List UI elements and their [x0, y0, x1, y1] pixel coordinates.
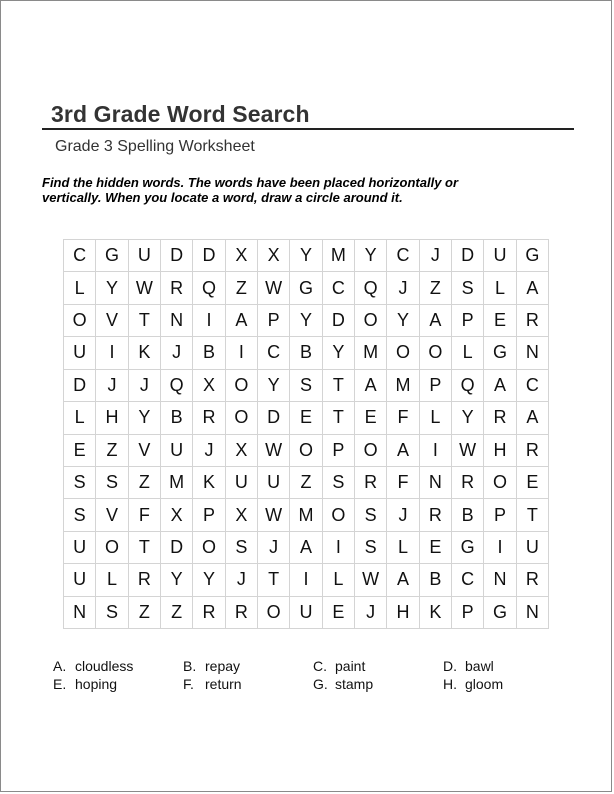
grid-cell: F: [387, 402, 419, 434]
grid-cell: J: [387, 272, 419, 304]
grid-cell: M: [161, 467, 193, 499]
grid-cell: O: [226, 402, 258, 434]
grid-cell: J: [258, 532, 290, 564]
grid-cell: L: [484, 272, 516, 304]
grid-cell: S: [96, 467, 128, 499]
grid-cell: Q: [193, 272, 225, 304]
grid-cell: Y: [290, 305, 322, 337]
word-list-item: [313, 676, 443, 694]
grid-cell: A: [420, 305, 452, 337]
word-list-word: paint: [335, 658, 366, 674]
grid-cell: R: [452, 467, 484, 499]
grid-cell: S: [355, 532, 387, 564]
grid-cell: G: [96, 240, 128, 272]
word-list-item: [443, 676, 573, 694]
grid-cell: W: [258, 435, 290, 467]
grid-cell: S: [226, 532, 258, 564]
grid-cell: P: [258, 305, 290, 337]
grid-cell: W: [258, 499, 290, 531]
word-list-letter: B.: [183, 658, 197, 674]
grid-cell: H: [96, 402, 128, 434]
grid-cell: T: [129, 532, 161, 564]
grid-cell: Z: [161, 597, 193, 629]
grid-cell: G: [484, 597, 516, 629]
grid-cell: A: [517, 272, 549, 304]
grid-cell: A: [355, 370, 387, 402]
grid-cell: Z: [129, 597, 161, 629]
grid-cell: S: [290, 370, 322, 402]
grid-cell: E: [355, 402, 387, 434]
grid-cell: M: [290, 499, 322, 531]
grid-cell: D: [161, 532, 193, 564]
grid-cell: Z: [226, 272, 258, 304]
grid-cell: A: [484, 370, 516, 402]
title-underline: [42, 128, 574, 130]
word-list-item: [53, 658, 183, 676]
grid-cell: X: [226, 240, 258, 272]
grid-cell: S: [355, 499, 387, 531]
word-list-word: return: [205, 676, 242, 692]
grid-cell: S: [452, 272, 484, 304]
grid-cell: V: [129, 435, 161, 467]
grid-cell: C: [258, 337, 290, 369]
grid-cell: I: [323, 532, 355, 564]
word-list-word: cloudless: [75, 658, 134, 674]
grid-cell: A: [226, 305, 258, 337]
grid-cell: O: [420, 337, 452, 369]
grid-cell: Q: [161, 370, 193, 402]
grid-cell: O: [355, 305, 387, 337]
grid-cell: S: [96, 597, 128, 629]
grid-cell: X: [161, 499, 193, 531]
word-list-word: hoping: [75, 676, 118, 692]
grid-cell: D: [258, 402, 290, 434]
grid-cell: A: [517, 402, 549, 434]
grid-cell: L: [452, 337, 484, 369]
grid-cell: B: [420, 564, 452, 596]
grid-cell: G: [452, 532, 484, 564]
grid-cell: D: [323, 305, 355, 337]
word-list: [53, 658, 573, 694]
grid-cell: T: [517, 499, 549, 531]
grid-cell: P: [420, 370, 452, 402]
grid-cell: Z: [129, 467, 161, 499]
grid-cell: U: [64, 532, 96, 564]
grid-cell: N: [161, 305, 193, 337]
grid-cell: D: [452, 240, 484, 272]
grid-cell: J: [387, 499, 419, 531]
grid-cell: I: [290, 564, 322, 596]
grid-cell: E: [420, 532, 452, 564]
grid-cell: G: [517, 240, 549, 272]
grid-cell: O: [290, 435, 322, 467]
grid-cell: B: [161, 402, 193, 434]
word-list-word: bawl: [465, 658, 494, 674]
grid-cell: N: [420, 467, 452, 499]
grid-cell: L: [64, 272, 96, 304]
grid-cell: D: [193, 240, 225, 272]
grid-cell: J: [161, 337, 193, 369]
grid-cell: K: [129, 337, 161, 369]
grid-cell: O: [323, 499, 355, 531]
grid-cell: S: [64, 499, 96, 531]
grid-cell: O: [258, 597, 290, 629]
grid-cell: J: [226, 564, 258, 596]
word-list-word: gloom: [465, 676, 504, 692]
grid-cell: F: [387, 467, 419, 499]
grid-cell: K: [420, 597, 452, 629]
word-list-letter: F.: [183, 676, 194, 692]
grid-cell: X: [226, 499, 258, 531]
grid-cell: I: [420, 435, 452, 467]
word-list-item: [183, 676, 313, 694]
grid-cell: D: [64, 370, 96, 402]
instructions-text: Find the hidden words. The words have been placed horizontally or vertically. When you locate a word, draw a circle around it.: [42, 175, 459, 205]
grid-cell: C: [323, 272, 355, 304]
grid-cell: E: [64, 435, 96, 467]
grid-cell: I: [193, 305, 225, 337]
grid-cell: P: [193, 499, 225, 531]
grid-cell: R: [355, 467, 387, 499]
grid-cell: L: [96, 564, 128, 596]
grid-cell: G: [290, 272, 322, 304]
grid-cell: J: [193, 435, 225, 467]
grid-cell: W: [258, 272, 290, 304]
grid-cell: R: [517, 564, 549, 596]
grid-cell: A: [387, 564, 419, 596]
grid-cell: N: [484, 564, 516, 596]
grid-cell: E: [323, 597, 355, 629]
grid-cell: S: [64, 467, 96, 499]
grid-cell: O: [226, 370, 258, 402]
grid-cell: J: [96, 370, 128, 402]
grid-cell: D: [161, 240, 193, 272]
word-list-word: repay: [205, 658, 241, 674]
grid-cell: X: [226, 435, 258, 467]
grid-cell: C: [64, 240, 96, 272]
grid-cell: U: [161, 435, 193, 467]
grid-cell: W: [452, 435, 484, 467]
grid-cell: B: [452, 499, 484, 531]
grid-cell: L: [387, 532, 419, 564]
word-list-item: [183, 658, 313, 676]
grid-cell: R: [226, 597, 258, 629]
grid-cell: R: [517, 305, 549, 337]
grid-cell: U: [129, 240, 161, 272]
grid-cell: U: [64, 564, 96, 596]
grid-cell: R: [484, 402, 516, 434]
grid-cell: A: [290, 532, 322, 564]
grid-cell: F: [129, 499, 161, 531]
grid-cell: A: [387, 435, 419, 467]
word-list-letter: E.: [53, 676, 67, 692]
grid-cell: Y: [355, 240, 387, 272]
word-list-letter: H.: [443, 676, 457, 692]
grid-cell: O: [387, 337, 419, 369]
word-list-item: [313, 658, 443, 676]
grid-cell: O: [355, 435, 387, 467]
grid-cell: T: [323, 402, 355, 434]
grid-cell: J: [420, 240, 452, 272]
grid-cell: E: [484, 305, 516, 337]
grid-cell: U: [517, 532, 549, 564]
grid-cell: Y: [258, 370, 290, 402]
word-list-letter: G.: [313, 676, 328, 692]
grid-cell: E: [290, 402, 322, 434]
word-list-item: [443, 658, 573, 676]
grid-cell: P: [484, 499, 516, 531]
grid-cell: P: [323, 435, 355, 467]
grid-cell: M: [355, 337, 387, 369]
grid-cell: Z: [290, 467, 322, 499]
grid-cell: C: [387, 240, 419, 272]
grid-cell: J: [129, 370, 161, 402]
grid-cell: Z: [420, 272, 452, 304]
grid-cell: I: [226, 337, 258, 369]
grid-cell: B: [290, 337, 322, 369]
grid-cell: K: [193, 467, 225, 499]
grid-cell: X: [258, 240, 290, 272]
grid-cell: H: [387, 597, 419, 629]
grid-cell: E: [517, 467, 549, 499]
grid-cell: I: [96, 337, 128, 369]
grid-cell: V: [96, 305, 128, 337]
grid-cell: N: [517, 597, 549, 629]
grid-cell: P: [452, 597, 484, 629]
grid-cell: R: [161, 272, 193, 304]
grid-cell: Q: [452, 370, 484, 402]
word-list-item: [53, 676, 183, 694]
grid-cell: R: [420, 499, 452, 531]
grid-cell: R: [193, 402, 225, 434]
grid-cell: C: [452, 564, 484, 596]
grid-cell: R: [129, 564, 161, 596]
grid-cell: Z: [96, 435, 128, 467]
page-subtitle: Grade 3 Spelling Worksheet: [55, 138, 255, 155]
grid-cell: O: [193, 532, 225, 564]
grid-cell: W: [355, 564, 387, 596]
word-list-word: stamp: [335, 676, 374, 692]
grid-cell: C: [517, 370, 549, 402]
grid-cell: U: [64, 337, 96, 369]
grid-cell: Y: [387, 305, 419, 337]
grid-cell: U: [258, 467, 290, 499]
grid-cell: N: [517, 337, 549, 369]
page-title: 3rd Grade Word Search: [51, 101, 310, 127]
grid-cell: Q: [355, 272, 387, 304]
word-list-letter: C.: [313, 658, 327, 674]
grid-cell: M: [387, 370, 419, 402]
grid-cell: L: [420, 402, 452, 434]
grid-cell: X: [193, 370, 225, 402]
grid-cell: Y: [129, 402, 161, 434]
grid-cell: L: [323, 564, 355, 596]
word-list-letter: D.: [443, 658, 457, 674]
grid-cell: P: [452, 305, 484, 337]
grid-cell: Y: [161, 564, 193, 596]
grid-cell: G: [484, 337, 516, 369]
grid-cell: V: [96, 499, 128, 531]
grid-cell: U: [226, 467, 258, 499]
grid-cell: M: [323, 240, 355, 272]
grid-cell: Y: [96, 272, 128, 304]
grid-cell: R: [193, 597, 225, 629]
grid-cell: Y: [290, 240, 322, 272]
grid-cell: H: [484, 435, 516, 467]
grid-cell: U: [290, 597, 322, 629]
grid-cell: B: [193, 337, 225, 369]
grid-cell: J: [355, 597, 387, 629]
grid-cell: T: [323, 370, 355, 402]
word-list-letter: A.: [53, 658, 67, 674]
grid-cell: O: [484, 467, 516, 499]
grid-cell: S: [323, 467, 355, 499]
grid-cell: T: [258, 564, 290, 596]
grid-cell: Y: [193, 564, 225, 596]
grid-cell: O: [96, 532, 128, 564]
grid-cell: U: [484, 240, 516, 272]
grid-cell: R: [517, 435, 549, 467]
grid-cell: Y: [323, 337, 355, 369]
word-search-grid: [63, 239, 549, 629]
grid-cell: Y: [452, 402, 484, 434]
grid-cell: T: [129, 305, 161, 337]
grid-cell: N: [64, 597, 96, 629]
grid-cell: L: [64, 402, 96, 434]
grid-cell: I: [484, 532, 516, 564]
grid-cell: O: [64, 305, 96, 337]
grid-cell: W: [129, 272, 161, 304]
